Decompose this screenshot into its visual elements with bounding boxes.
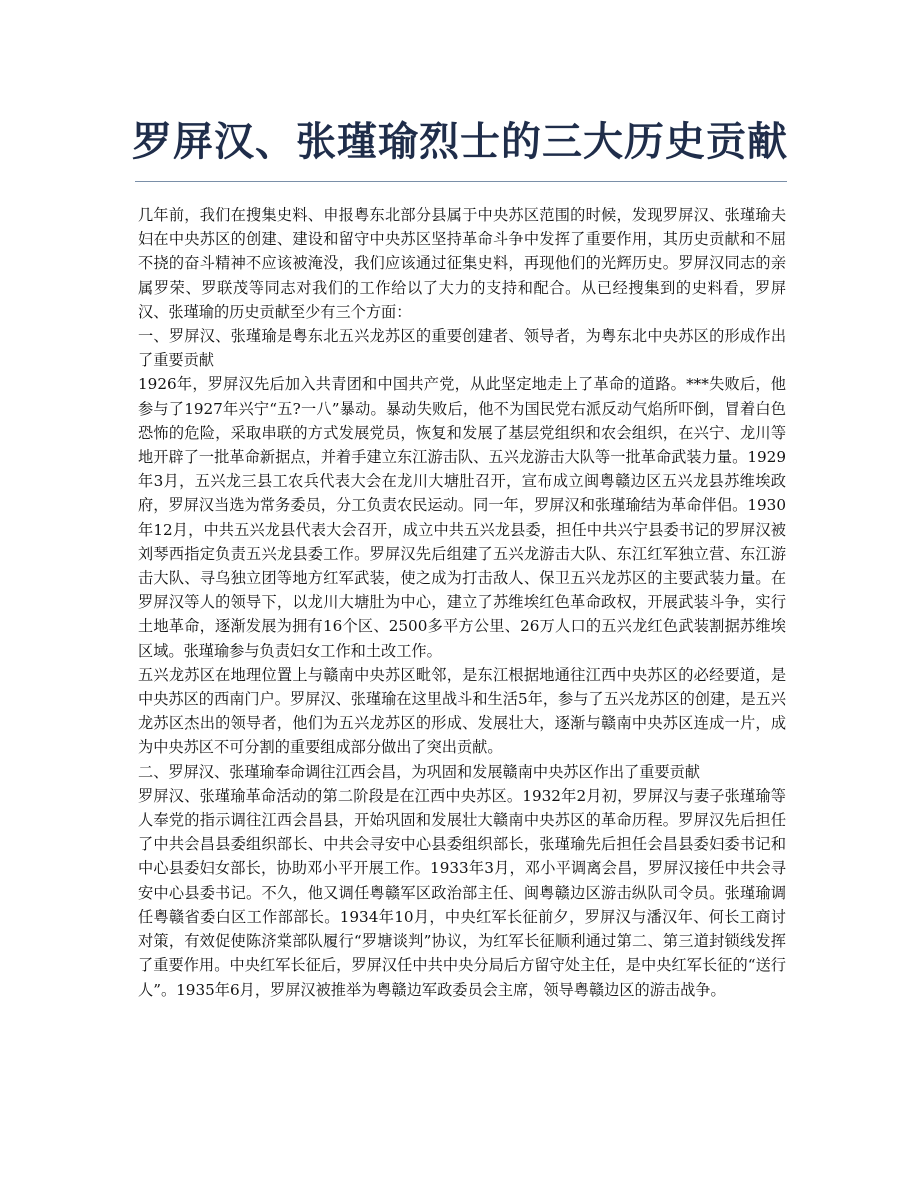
paragraph: 罗屏汉、张瑾瑜革命活动的第二阶段是在江西中央苏区。1932年2月初，罗屏汉与妻子张瑾瑜等人奉党的指示调往江西会昌县，开始巩固和发展壮大赣南中央苏区的革命历程。罗屏汉先后担任了中共会昌县委组织部长、中共会寻安中心县委组织部长，张瑾瑜先后担任会昌县委妇委书记和中心县委妇女部长，协助邓小平开展工作。1933年3月，邓小平调离会昌，罗屏汉接任中共会寻安中心县委书记。不久，他又调任粤赣军区政治部主任、闽粤赣边区游击纵队司令员。张瑾瑜调任粤赣省委白区工作部部长。1934年10月，中央红军长征前夕，罗屏汉与潘汉年、何长工商讨对策，有效促使陈济棠部队履行“罗塘谈判”协议，为红军长征顺利通过第二、第三道封锁线发挥了重要作用。中央红军长征后，罗屏汉任中共中央分局后方留守处主任，是中央红军长征的“送行人”。1935年6月，罗屏汉被推举为粤赣边军政委员会主席，领导粤赣边区的游击战争。 (138, 786, 786, 999)
section-heading-1: 一、罗屏汉、张瑾瑜是粤东北五兴龙苏区的重要创建者、领导者，为粤东北中央苏区的形成作出了重要贡献 (138, 327, 786, 370)
title-divider (135, 181, 787, 182)
document-title: 罗屏汉、张瑾瑜烈士的三大历史贡献 (132, 119, 788, 165)
paragraph-intro: 几年前，我们在搜集史料、申报粤东北部分县属于中央苏区范围的时候，发现罗屏汉、张瑾瑜夫妇在中央苏区的创建、建设和留守中央苏区坚持革命斗争中发挥了重要作用，其历史贡献和不屈不挠的奋斗精神不应该被淹没，我们应该通过征集史料，再现他们的光辉历史。罗屏汉同志的亲属罗荣、罗联茂等同志对我们的工作给以了大力的支持和配合。从已经搜集到的史料看，罗屏汉、张瑾瑜的历史贡献至少有三个方面： (138, 206, 786, 321)
document-body (138, 203, 786, 1002)
paragraph: 五兴龙苏区在地理位置上与赣南中央苏区毗邻，是东江根据地通往江西中央苏区的必经要道，是中央苏区的西南门户。罗屏汉、张瑾瑜在这里战斗和生活5年，参与了五兴龙苏区的创建，是五兴龙苏区杰出的领导者，他们为五兴龙苏区的形成、发展壮大，逐渐与赣南中央苏区连成一片，成为中央苏区不可分割的重要组成部分做出了突出贡献。 (138, 665, 786, 757)
paragraph: 1926年，罗屏汉先后加入共青团和中国共产党，从此坚定地走上了革命的道路。***失败后，他参与了1927年兴宁“五?一八”暴动。暴动失败后，他不为国民党右派反动气焰所吓倒，冒着白色恐怖的危险，采取串联的方式发展党员，恢复和发展了基层党组织和农会组织，在兴宁、龙川等地开辟了一批革命新据点，并着手建立东江游击队、五兴龙游击大队等一批革命武装力量。1929年3月，五兴龙三县工农兵代表大会在龙川大塘肚召开，宣布成立闽粤赣边区五兴龙县苏维埃政府，罗屏汉当选为常务委员，分工负责农民运动。同一年，罗屏汉和张瑾瑜结为革命伴侣。1930年12月，中共五兴龙县代表大会召开，成立中共五兴龙县委，担任中共兴宁县委书记的罗屏汉被刘琴西指定负责五兴龙县委工作。罗屏汉先后组建了五兴龙游击大队、东江红军独立营、东江游击大队、寻乌独立团等地方红军武装，使之成为打击敌人、保卫五兴龙苏区的主要武装力量。在罗屏汉等人的领导下，以龙川大塘肚为中心，建立了苏维埃红色革命政权，开展武装斗争，实行土地革命，逐渐发展为拥有16个区、2500多平方公里、26万人口的五兴龙红色武装割据苏维埃区域。张瑾瑜参与负责妇女工作和土改工作。 (138, 375, 786, 660)
section-heading-2: 二、罗屏汉、张瑾瑜奉命调往江西会昌，为巩固和发展赣南中央苏区作出了重要贡献 (138, 762, 700, 781)
